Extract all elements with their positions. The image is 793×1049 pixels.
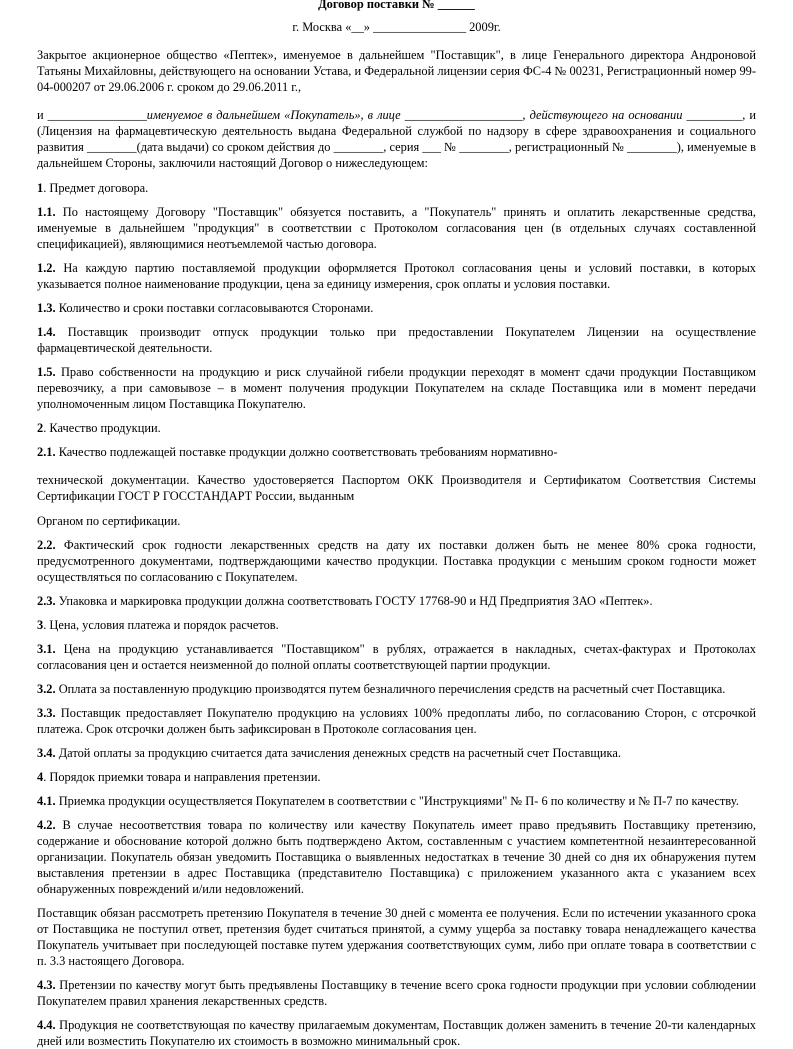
buyer-italic-1: именуемое в дальнейшем «Покупатель», в лице <box>146 108 401 122</box>
clause-text: Претензии по качеству могут быть предъявлены Поставщику в течение всего срока годности продукции при условии соблюдении Покупателем правил хранения лекарственных средств. <box>37 978 756 1008</box>
clause-2-1-authority: Органом по сертификации. <box>37 514 181 528</box>
clause-text: Упаковка и маркировка продукции должна соответствовать ГОСТУ 17768-90 и НД Предприятия ЗАО «Пептек». <box>55 594 653 608</box>
clause-3-3 <box>37 705 756 737</box>
clause-text: Количество и сроки поставки согласовываются Сторонами. <box>55 301 374 315</box>
section-2-heading <box>37 420 756 436</box>
clause-number: 2.3. <box>37 594 56 608</box>
clause-number: 2.1. <box>37 445 56 459</box>
clause-1-5 <box>37 364 756 412</box>
clause-1-4 <box>37 324 756 356</box>
clause-number: 4.3. <box>37 978 56 992</box>
clause-number: 1.3. <box>37 301 56 315</box>
clause-4-4 <box>37 1017 756 1049</box>
clause-3-2 <box>37 681 756 697</box>
buyer-license-text: _________, и (Лицензия на фармацевтическую деятельность выдана Федеральной службой по надзору в сфере здравоохранения и социального развития ________(дата выдачи) со сроком действия до ________, серия ___ № ________, регистрационный № ________), именуемые в дальнейшем Стороны, заключили настоящий Договор о нижеследующем: <box>37 108 756 170</box>
intro-buyer <box>37 107 756 171</box>
clause-number: 3.2. <box>37 682 56 696</box>
clause-number: 3.1. <box>37 642 56 656</box>
clause-text: В случае несоответствия товара по количеству или качеству Покупатель имеет право предъявить Поставщику претензию, содержание и обоснование которой должно быть подтверждено Актом, составленным с участием компетентной незаинтересованной организации. Покупатель обязан уведомить Поставщика о выявленных недостатках в течение 30 дней со дня их обнаружения путем выставления претензии в адрес Поставщика (представителю Поставщика) с приложением указанного акта с указанием всех обнаруженных повреждений и/или недовложений. <box>37 818 756 896</box>
clause-text: Продукция не соответствующая по качеству прилагаемым документам, Поставщик должен заменить в течение 20-ти календарных дней или возместить Покупателю их стоимость в возможно минимальный срок. <box>37 1018 756 1048</box>
section-title: . Цена, условия платежа и порядок расчетов. <box>43 618 279 632</box>
section-number: 3 <box>37 618 44 632</box>
clause-number: 3.3. <box>37 706 56 720</box>
section-3-heading <box>37 617 756 633</box>
clause-text: Поставщик производит отпуск продукции только при предоставлении Покупателем Лицензии на осуществление фармацевтической деятельности. <box>37 325 756 355</box>
clause-2-1 <box>37 444 756 460</box>
clause-text: По настоящему Договору "Поставщик" обязуется поставить, а "Покупатель" принять и оплатить лекарственные средства, именуемые в дальнейшем "продукция" в соответствии с Протоколом согласования цен (в отдельных случаях составленной спецификацией), являющимися неотъемлемой частью договора. <box>37 205 756 251</box>
clause-text: Оплата за поставленную продукцию производятся путем безналичного перечисления средств на расчетный счет Поставщика. <box>55 682 726 696</box>
clause-number: 4.4. <box>37 1018 56 1032</box>
clause-text: Фактический срок годности лекарственных средств на дату их поставки должен быть не менее 80% срока годности, предусмотренного документами, подтверждающими качество продукции. Поставка продукции с меньшим сроком годности может осуществляться по согласованию с Покупателем. <box>37 538 756 584</box>
clause-4-2 <box>37 817 756 897</box>
clause-4-3 <box>37 977 756 1009</box>
buyer-italic-2: действующего на основании <box>529 108 683 122</box>
section-number: 2 <box>37 421 44 435</box>
clause-text: Приемка продукции осуществляется Покупателем в соответствии с "Инструкциями" № П- 6 по количеству и № П-7 по качеству. <box>55 794 739 808</box>
clause-3-1 <box>37 641 756 673</box>
clause-text: На каждую партию поставляемой продукции оформляется Протокол согласования цены и условий поставки, в которых указывается полное наименование продукции, цена за единицу измерения, срок оплаты и условия поставки. <box>37 261 756 291</box>
clause-text: Датой оплаты за продукцию считается дата зачисления денежных средств на расчетный счет Поставщика. <box>55 746 621 760</box>
clause-number: 1.1. <box>37 205 56 219</box>
clause-2-2 <box>37 537 756 585</box>
section-title: . Порядок приемки товара и направления претензии. <box>43 770 321 784</box>
clause-number: 1.5. <box>37 365 56 379</box>
section-title: . Качество продукции. <box>43 421 161 435</box>
section-number: 4 <box>37 770 44 784</box>
clause-number: 2.2. <box>37 538 56 552</box>
buyer-name-blank: и ________________ <box>37 108 147 122</box>
clause-3-4 <box>37 745 756 761</box>
buyer-rep-blank: ___________________, <box>400 108 530 122</box>
clause-2-3 <box>37 593 756 609</box>
clause-number: 3.4. <box>37 746 56 760</box>
clause-1-1 <box>37 204 756 252</box>
clause-4-2-review: Поставщик обязан рассмотреть претензию Покупателя в течение 30 дней с момента ее получения. Если по истечении указанного срока от Поставщика не поступил ответ, претензия будет считаться принятой, а сумму ущерба за поставку товара ненадлежащего качества Покупатель учитывает при последующей поставке путем удержания соответствующих сумм, либо при оплате товара в соответствии с п. 3.3 настоящего Договора. <box>37 906 756 968</box>
section-title: . Предмет договора. <box>43 181 149 195</box>
section-1-heading <box>37 180 756 196</box>
section-4-heading <box>37 769 756 785</box>
city-date-line: г. Москва «__» _______________ 2009г. <box>292 20 501 34</box>
clause-1-3 <box>37 300 756 316</box>
clause-4-1 <box>37 793 756 809</box>
document-title: Договор поставки № ______ <box>318 0 475 11</box>
clause-text: Право собственности на продукцию и риск случайной гибели продукции переходят в момент сдачи продукции Поставщиком перевозчику, а при самовывозе – в момент получения продукции Покупателем на складе Поставщика или в момент передачи уполномоченным лицом Поставщика Покупателю. <box>37 365 756 411</box>
clause-text: Цена на продукцию устанавливается "Поставщиком" в рублях, отражается в накладных, счетах-фактурах и Протоколах согласования цен и остается неизменной до полной оплаты соответствующей партии продукции. <box>37 642 756 672</box>
section-number: 1 <box>37 181 44 195</box>
intro-supplier: Закрытое акционерное общество «Пептек», именуемое в дальнейшем "Поставщик", в лице Генерального директора Андроновой Татьяны Михайловны, действующего на основании Устава, и Федеральной лицензии серия ФС-4 № 00231, Регистрационный номер 99-04-000207 от 29.06.2006 г. сроком до 29.06.2011 г., <box>37 48 756 94</box>
clause-2-1-continued: технической документации. Качество удостоверяется Паспортом ОКК Производителя и Сертификатом Соответствия Системы Сертификации ГОСТ Р ГОССТАНДАРТ России, выданным <box>37 473 756 503</box>
clause-1-2 <box>37 260 756 292</box>
clause-number: 1.4. <box>37 325 56 339</box>
clause-number: 4.2. <box>37 818 56 832</box>
clause-number: 4.1. <box>37 794 56 808</box>
clause-text: Качество подлежащей поставке продукции должно соответствовать требованиям нормативно- <box>55 445 558 459</box>
clause-number: 1.2. <box>37 261 56 275</box>
clause-text: Поставщик предоставляет Покупателю продукцию на условиях 100% предоплаты либо, по согласованию Сторон, с отсрочкой платежа. Срок отсрочки должен быть зафиксирован в Протоколе согласования цен. <box>37 706 756 736</box>
